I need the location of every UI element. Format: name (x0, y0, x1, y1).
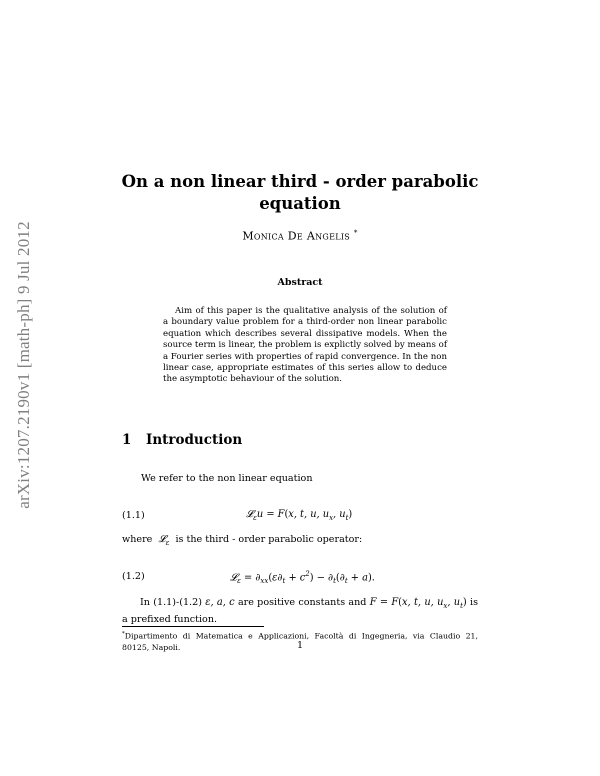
equation-1: 𝓛$_\varepsilon$u = F(x, t, u, $u_x$, $u_t$) (246, 509, 353, 522)
title-line-2: equation (259, 194, 341, 213)
page-number: 1 (296, 640, 304, 651)
equation-2: 𝓛$_\varepsilon$ = $\partial_{xx}(\varepsilon\partial_t + c^2) - \partial_t(\partial_t + a)$. (230, 570, 375, 586)
equation-2-number: (1.2) (122, 571, 145, 582)
paper-title (120, 171, 480, 215)
equation-1-number: (1.1) (122, 510, 145, 521)
title-line-1: On a non linear third - order parabolic (121, 172, 479, 191)
constants-text-mid: are positive constants and (237, 597, 367, 608)
section-number: 1 (122, 432, 132, 448)
author-footnote-mark: * (353, 229, 358, 237)
author-line (120, 229, 480, 243)
arxiv-stamp (4, 195, 44, 535)
abstract-heading: Abstract (277, 277, 323, 288)
section-heading (122, 432, 242, 448)
paragraph-intro: We refer to the non linear equation (141, 473, 313, 484)
footnote-rule (122, 626, 264, 627)
operator-symbol: 𝓛$_\varepsilon$ (158, 534, 170, 547)
where-text-before: where (122, 534, 153, 545)
paragraph-constants (122, 596, 478, 626)
arxiv-stamp-text: arXiv:1207.2190v1 [math-ph] 9 Jul 2012 (14, 221, 33, 509)
where-text-after: is the third - order parabolic operator: (175, 534, 363, 545)
constants-text-start: In (1.1)-(1.2) (140, 597, 202, 608)
author-name: Monica De Angelis (242, 229, 351, 243)
footnote-mark: * (122, 631, 125, 637)
paragraph-where (122, 534, 362, 547)
constants-symbols: ε, a, c (205, 597, 235, 608)
abstract-body: Aim of this paper is the qualitative analysis of the solution of a boundary value problem for a third-order non linear parabolic equation which describes several dissipative models. When the source term is linear, the problem is explictly solved by means of a Fourier series with properties of rapid convergence. In the non linear case, appropriate estimates of this series allow to deduce the asymptotic behaviour of the solution. (163, 306, 447, 385)
footnote-text: Dipartimento di Matematica e Applicazioni, Facoltà di Ingegneria, via Claudio 21, 80125, Napoli. (122, 631, 478, 652)
constants-text-end: is a prefixed function. (122, 597, 478, 625)
source-term-formula: F = F(x, t, u, $u_x$, $u_t$) (369, 597, 467, 610)
section-title: Introduction (146, 432, 243, 448)
